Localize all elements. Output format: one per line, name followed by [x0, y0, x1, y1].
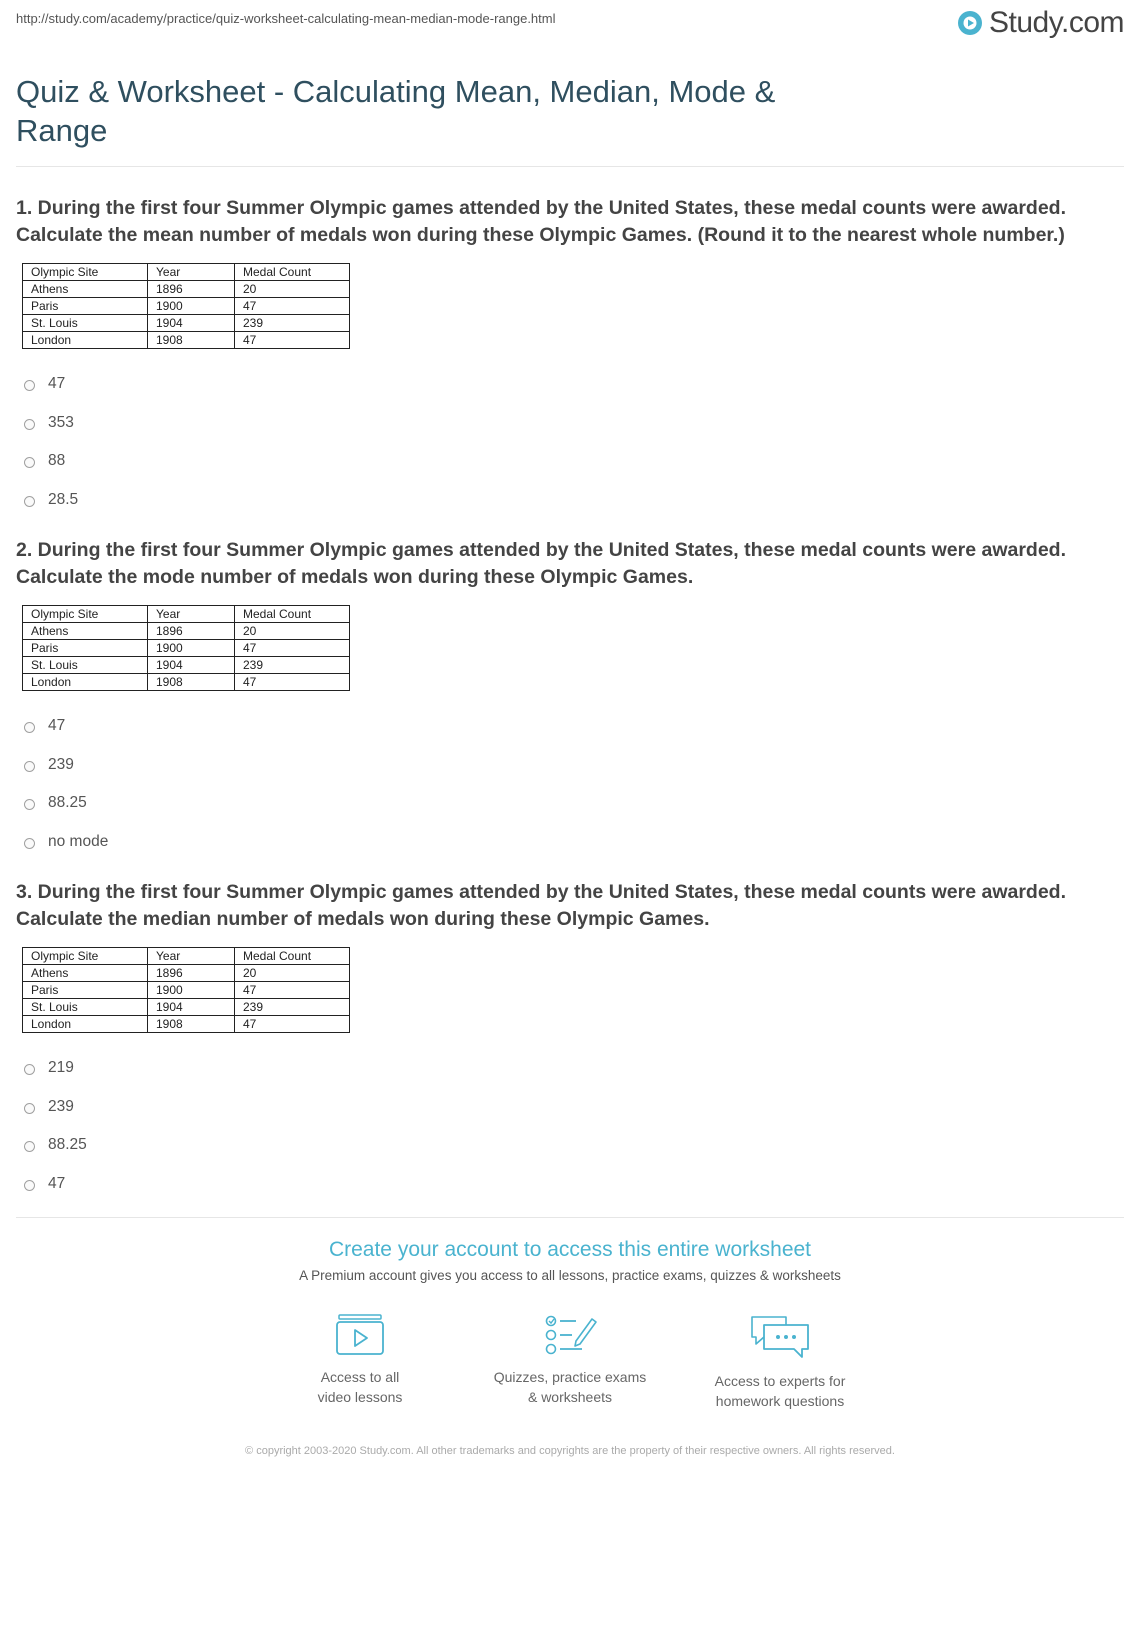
header-cell: Olympic Site — [23, 948, 148, 965]
answer-label: 28.5 — [48, 490, 79, 508]
answer-label: 219 — [48, 1059, 74, 1076]
feature-list — [16, 1313, 1124, 1411]
table-row — [23, 315, 350, 332]
header-cell: Year — [148, 264, 235, 281]
question-text: 2. During the first four Summer Olympic games attended by the United States, these medal counts were awarded. Calculate the mode number of medals won during these Olympic Games. — [16, 539, 1067, 588]
table-header-row — [23, 606, 350, 623]
radio-button[interactable] — [24, 1064, 35, 1075]
radio-button[interactable] — [24, 1103, 35, 1114]
promo-divider — [16, 1217, 1124, 1218]
feature-experts — [675, 1313, 885, 1411]
answer-option[interactable] — [24, 794, 1124, 833]
logo-text: Study.com — [989, 6, 1124, 39]
answer-option[interactable] — [24, 491, 1124, 530]
answer-option[interactable] — [24, 414, 1124, 453]
table-cell: 1896 — [148, 965, 235, 982]
header-cell: Year — [148, 948, 235, 965]
table-cell: 1904 — [148, 657, 235, 674]
answer-label: 47 — [48, 375, 66, 392]
table-cell: 20 — [235, 623, 350, 640]
answer-list — [24, 717, 1124, 871]
header-cell: Olympic Site — [23, 264, 148, 281]
answer-label: 88.25 — [48, 1136, 87, 1153]
answer-option[interactable] — [24, 833, 1124, 872]
table-cell: 47 — [235, 332, 350, 349]
table-cell: 47 — [235, 1016, 350, 1033]
header-cell: Year — [148, 606, 235, 623]
radio-button[interactable] — [24, 799, 35, 810]
table-cell: London — [23, 332, 148, 349]
answer-option[interactable] — [24, 1098, 1124, 1137]
table-row — [23, 982, 350, 999]
feature-label: Access to all video lessons — [317, 1369, 403, 1405]
top-bar — [16, 0, 1124, 50]
answer-label: 47 — [48, 717, 66, 734]
answer-option[interactable] — [24, 1175, 1124, 1214]
feature-label: Access to experts for homework questions — [714, 1373, 846, 1409]
table-cell: London — [23, 1016, 148, 1033]
table-cell: St. Louis — [23, 315, 148, 332]
medal-table — [22, 947, 350, 1033]
answer-label: 353 — [48, 413, 74, 431]
table-cell: 1900 — [148, 982, 235, 999]
header-cell: Medal Count — [235, 264, 350, 281]
header-cell: Olympic Site — [23, 606, 148, 623]
feature-video-lessons — [255, 1313, 465, 1411]
radio-button[interactable] — [24, 1141, 35, 1152]
premium-promo — [16, 1238, 1124, 1411]
question-1 — [16, 195, 1124, 529]
question-3 — [16, 879, 1124, 1213]
radio-button[interactable] — [24, 722, 35, 733]
table-row — [23, 965, 350, 982]
table-cell: 1904 — [148, 315, 235, 332]
table-cell: 1900 — [148, 640, 235, 657]
question-2 — [16, 537, 1124, 871]
copyright-notice: © copyright 2003-2020 Study.com. All other trademarks and copyrights are the property of their respective owners. All rights reserved. — [245, 1445, 895, 1457]
table-cell: 47 — [235, 674, 350, 691]
title-divider — [16, 166, 1124, 167]
table-row — [23, 640, 350, 657]
table-row — [23, 674, 350, 691]
answer-label: 47 — [48, 1174, 66, 1192]
radio-button[interactable] — [24, 838, 35, 849]
table-cell: 1908 — [148, 332, 235, 349]
chat-bubbles-icon — [748, 1313, 812, 1361]
table-cell: 20 — [235, 281, 350, 298]
radio-button[interactable] — [24, 496, 35, 507]
answer-label: 88 — [48, 452, 66, 469]
table-cell: 47 — [235, 640, 350, 657]
header-cell: Medal Count — [235, 948, 350, 965]
answer-option[interactable] — [24, 717, 1124, 756]
page-title: Quiz & Worksheet - Calculating Mean, Median, Mode & Range — [16, 74, 776, 148]
radio-button[interactable] — [24, 457, 35, 468]
play-circle-icon — [957, 10, 983, 36]
table-cell: 20 — [235, 965, 350, 982]
answer-list — [24, 375, 1124, 529]
table-cell: 47 — [235, 982, 350, 999]
feature-label: Quizzes, practice exams & worksheets — [493, 1369, 647, 1405]
table-row — [23, 623, 350, 640]
table-cell: 1896 — [148, 623, 235, 640]
table-cell: 239 — [235, 999, 350, 1016]
table-row — [23, 281, 350, 298]
table-cell: Athens — [23, 965, 148, 982]
table-row — [23, 332, 350, 349]
table-cell: 1908 — [148, 1016, 235, 1033]
table-header-row — [23, 264, 350, 281]
answer-label: 88.25 — [48, 794, 87, 811]
answer-list — [24, 1059, 1124, 1213]
table-header-row — [23, 948, 350, 965]
table-cell: 1904 — [148, 999, 235, 1016]
page-url: http://study.com/academy/practice/quiz-worksheet-calculating-mean-median-mode-range.html — [16, 11, 556, 26]
table-cell: 1896 — [148, 281, 235, 298]
answer-option[interactable] — [24, 1059, 1124, 1098]
table-cell: Paris — [23, 640, 148, 657]
table-cell: 239 — [235, 657, 350, 674]
answer-label: 239 — [48, 755, 74, 773]
table-cell: Paris — [23, 298, 148, 315]
table-row — [23, 1016, 350, 1033]
question-text: 1. During the first four Summer Olympic games attended by the United States, these medal counts were awarded. Calculate the mean number of medals won during these Olympic Games. (Round it to the nearest whole number.) — [16, 197, 1067, 246]
answer-option[interactable] — [24, 452, 1124, 491]
question-text: 3. During the first four Summer Olympic games attended by the United States, these medal counts were awarded. Calculate the median number of medals won during these Olympic Games. — [16, 881, 1067, 930]
table-cell: London — [23, 674, 148, 691]
radio-button[interactable] — [24, 1180, 35, 1191]
checklist-icon — [542, 1313, 598, 1357]
medal-table — [22, 605, 350, 691]
promo-subtitle: A Premium account gives you access to all lessons, practice exams, quizzes & worksheets — [299, 1268, 841, 1283]
table-row — [23, 999, 350, 1016]
answer-option[interactable] — [24, 375, 1124, 414]
table-cell: Athens — [23, 281, 148, 298]
table-cell: 47 — [235, 298, 350, 315]
answer-label: 239 — [48, 1097, 74, 1115]
radio-button[interactable] — [24, 380, 35, 391]
radio-button[interactable] — [24, 761, 35, 772]
table-row — [23, 657, 350, 674]
study-logo[interactable] — [957, 6, 1124, 40]
table-cell: St. Louis — [23, 999, 148, 1016]
table-cell: 1908 — [148, 674, 235, 691]
answer-option[interactable] — [24, 756, 1124, 795]
table-cell: St. Louis — [23, 657, 148, 674]
table-cell: 1900 — [148, 298, 235, 315]
video-icon — [334, 1313, 386, 1357]
promo-title[interactable]: Create your account to access this entire worksheet — [328, 1238, 812, 1261]
table-cell: Paris — [23, 982, 148, 999]
answer-option[interactable] — [24, 1136, 1124, 1175]
answer-label: no mode — [48, 832, 109, 850]
medal-table — [22, 263, 350, 349]
table-row — [23, 298, 350, 315]
table-cell: 239 — [235, 315, 350, 332]
table-cell: Athens — [23, 623, 148, 640]
feature-quizzes — [465, 1313, 675, 1411]
radio-button[interactable] — [24, 419, 35, 430]
header-cell: Medal Count — [235, 606, 350, 623]
